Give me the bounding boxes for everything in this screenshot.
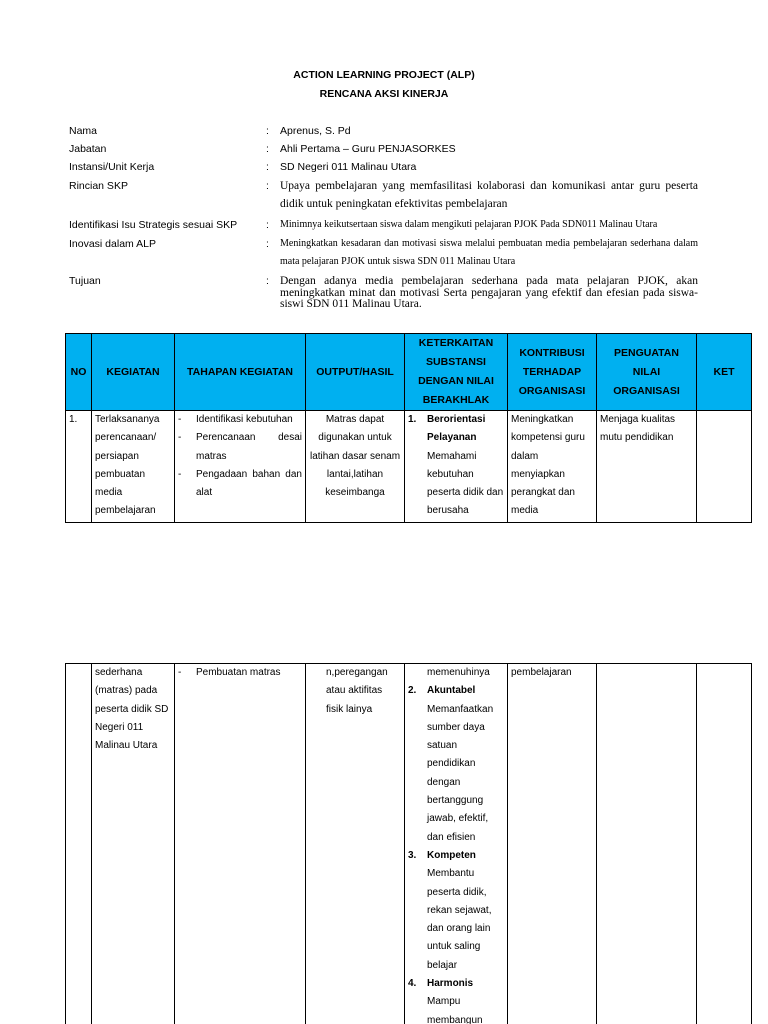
info-value: Minimnya keikutsertaan siswa dalam mengikuti pelajaran PJOK Pada SDN011 Malinau Utara	[280, 219, 658, 230]
cell-output: Matras dapat digunakan untuk latihan dasar senam lantai,latihan keseimbanga	[306, 411, 405, 523]
info-value: Upaya pembelajaran yang memfasilitasi kolaborasi dan komunikasi antar guru peserta didik untuk peningkatan efektivitas pembelajaran	[280, 180, 698, 210]
cell-ket	[697, 664, 752, 1024]
header-tahapan-kegiatan: TAHAPAN KEGIATAN	[175, 334, 306, 411]
info-value: Meningkatkan kesadaran dan motivasi siswa melalui pembuatan media pembelajaran sederhana dalam mata pelajaran PJOK untuk siswa SDN 011 Malinau Utara	[280, 238, 698, 267]
value-item	[408, 847, 504, 865]
cell-penguatan: Menjaga kualitas mutu pendidikan	[597, 411, 697, 523]
value-description: Mampu membangun	[427, 996, 483, 1024]
header-kontribusi: KONTRIBUSI TERHADAP ORGANISASI	[508, 334, 597, 411]
value-title: Berorientasi Pelayanan	[427, 414, 486, 444]
cell-kegiatan: sederhana (matras) pada peserta didik SD Negeri 011 Malinau Utara	[92, 664, 175, 1024]
action-plan-table-page-1	[65, 333, 752, 523]
cell-no	[66, 664, 92, 1024]
value-title: Harmonis	[427, 978, 474, 990]
info-label: Rincian SKP	[69, 180, 128, 192]
info-value: Aprenus, S. Pd	[280, 125, 351, 137]
tahapan-text: Identifikasi kebutuhan	[196, 414, 293, 425]
dash-bullet: -	[178, 414, 182, 425]
cell-ket	[697, 411, 752, 523]
cell-kontribusi: pembelajaran	[508, 664, 597, 1024]
action-plan-table-page-2	[65, 663, 752, 1024]
info-colon: :	[266, 161, 269, 173]
cell-keterkaitan	[405, 664, 508, 1024]
dash-bullet: -	[178, 667, 182, 678]
header-output-hasil: OUTPUT/HASIL	[306, 334, 405, 411]
info-label: Inovasi dalam ALP	[69, 238, 156, 250]
cell-tahapan	[175, 411, 306, 523]
info-value: Ahli Pertama – Guru PENJASORKES	[280, 143, 456, 155]
header-keterkaitan-substansi: KETERKAITAN SUBSTANSI DENGAN NILAI BERAKHLAK	[405, 334, 508, 411]
cell-output: n,peregangan atau aktifitas fisik lainya	[306, 664, 405, 1024]
document-subtitle: RENCANA AKSI KINERJA	[319, 88, 449, 100]
header-kegiatan: KEGIATAN	[92, 334, 175, 411]
tahapan-item	[178, 664, 302, 682]
cell-kegiatan: Terlaksananya perencanaan/ persiapan pembuatan media pembelajaran	[92, 411, 175, 523]
tahapan-item	[178, 466, 302, 503]
cell-penguatan	[597, 664, 697, 1024]
info-value: SD Negeri 011 Malinau Utara	[280, 161, 417, 173]
cell-no: 1.	[66, 411, 92, 523]
info-colon: :	[266, 219, 269, 231]
header-no: NO	[66, 334, 92, 411]
info-value: Dengan adanya media pembelajaran sederhana pada mata pelajaran PJOK, akan meningkatkan minat dan motivasi Serta pengajaran yang efektif dan efesian pada siswa-siswi SDN 011 Malinau Utara.	[280, 275, 698, 310]
value-description: Memanfaatkan sumber daya satuan pendidikan dengan bertanggung jawab, efektif, dan efisien	[427, 703, 494, 843]
tahapan-text: Pengadaan bahan dan alat	[196, 468, 302, 499]
value-number: 4.	[408, 978, 417, 990]
cell-tahapan	[175, 664, 306, 1024]
table-header-row	[66, 334, 752, 411]
value-item	[408, 975, 504, 993]
value-number: 1.	[408, 414, 417, 425]
value-number: 2.	[408, 685, 417, 697]
header-ket: KET	[697, 334, 752, 411]
cell-keterkaitan	[405, 411, 508, 523]
info-label: Nama	[69, 125, 98, 137]
value-item	[408, 411, 504, 448]
value-title: Akuntabel	[427, 685, 476, 697]
info-colon: :	[266, 238, 269, 250]
info-colon: :	[266, 143, 269, 155]
value-description: Membantu peserta didik, rekan sejawat, dan orang lain untuk saling belajar	[427, 868, 492, 971]
info-colon: :	[266, 275, 269, 287]
tahapan-text: Perencanaan desai matras	[196, 432, 302, 462]
header-penguatan-nilai: PENGUATAN NILAI ORGANISASI	[597, 334, 697, 411]
info-label: Tujuan	[69, 275, 101, 287]
dash-bullet: -	[178, 432, 182, 444]
info-label: Identifikasi Isu Strategis sesuai SKP	[69, 219, 238, 231]
info-colon: :	[266, 180, 269, 192]
tahapan-item	[178, 411, 302, 429]
value-number: 3.	[408, 849, 417, 861]
table-row	[66, 411, 752, 523]
value-description: memenuhinya	[427, 667, 490, 678]
value-description: Memahami kebutuhan peserta didik dan berusaha	[427, 450, 504, 517]
tahapan-text: Pembuatan matras	[196, 667, 281, 678]
dash-bullet: -	[178, 468, 182, 480]
document-title: ACTION LEARNING PROJECT (ALP)	[293, 69, 475, 81]
info-label: Jabatan	[69, 143, 107, 155]
value-title: Kompeten	[427, 849, 476, 861]
value-item	[408, 682, 504, 700]
cell-kontribusi: Meningkatkan kompetensi guru dalam menyiapkan perangkat dan media	[508, 411, 597, 523]
table-row	[66, 664, 752, 1024]
tahapan-item	[178, 429, 302, 466]
info-label: Instansi/Unit Kerja	[69, 161, 155, 173]
info-colon: :	[266, 125, 269, 137]
